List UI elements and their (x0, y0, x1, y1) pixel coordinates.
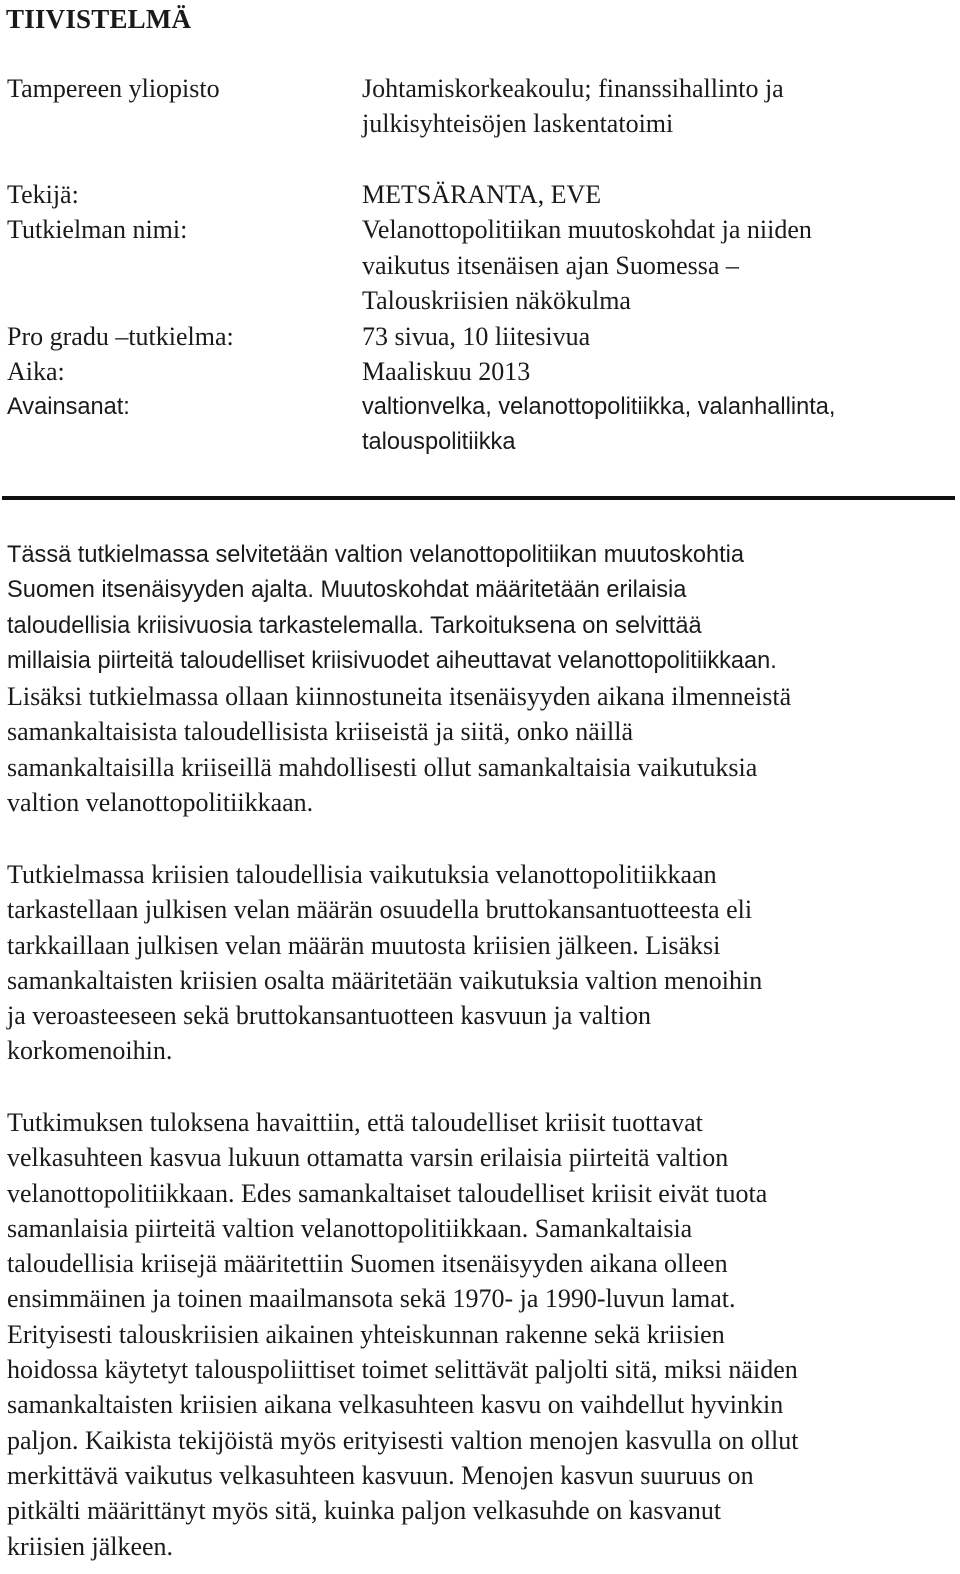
date-value: Maaliskuu 2013 (362, 357, 531, 386)
abstract-paragraph-1 (7, 538, 957, 679)
text-line: ensimmäinen ja toinen maailmansota sekä 1970- ja 1990-luvun lamat. (7, 1284, 736, 1314)
text-line: pitkälti määrittänyt myös sitä, kuinka paljon velkasuhde on kasvanut (7, 1496, 722, 1526)
school-value-line2: julkisyhteisöjen laskentatoimi (362, 109, 674, 138)
text-line: kriisien jälkeen. (7, 1531, 174, 1561)
date-label: Aika: (7, 357, 65, 386)
text-line: korkomenoihin. (7, 1036, 173, 1066)
abstract-paragraph-2 (7, 857, 957, 1069)
text-line: merkittävä vaikutus velkasuhteen kasvuun. Menojen kasvun suuruus on (7, 1460, 754, 1490)
text-line: velanottopolitiikkaan. Edes samankaltaiset taloudelliset kriisit eivät tuota (7, 1178, 768, 1208)
text-line: tarkastellaan julkisen velan määrän osuudella bruttokansantuotteesta eli (7, 895, 753, 925)
text-line: hoidossa käytetyt talouspoliittiset toimet selittävät paljolti sitä, miksi näiden (7, 1355, 798, 1385)
text-line: taloudellisia kriisivuosia tarkastelemalla. Tarkoituksena on selvittää (7, 612, 702, 639)
text-line: Erityisesti talouskriisien aikainen yhteiskunnan rakenne sekä kriisien (7, 1319, 725, 1349)
text-line: samankaltaisilla kriiseillä mahdollisesti ollut samankaltaisia vaikutuksia (7, 752, 758, 782)
thesis-title-line2: vaikutus itsenäisen ajan Suomessa – (362, 251, 739, 280)
text-line: Tässä tutkielmassa selvitetään valtion velanottopolitiikan muutoskohtia (7, 542, 745, 568)
thesis-title-label: Tutkielman nimi: (7, 215, 188, 244)
text-line: ja veroasteeseen sekä bruttokansantuotteen kasvuun ja valtion (7, 1001, 652, 1031)
text-line: velkasuhteen kasvua lukuun ottamatta varsin erilaisia piirteitä valtion (7, 1143, 729, 1173)
thesis-type-label: Pro gradu –tutkielma: (7, 322, 234, 351)
text-line: samanlaisia piirteitä valtion velanottopolitiikkaan. Samankaltaisia (7, 1213, 693, 1243)
text-line: Lisäksi tutkielmassa ollaan kiinnostuneita itsenäisyyden aikana ilmenneistä (7, 682, 792, 711)
author-label: Tekijä: (7, 180, 79, 209)
page-title: TIIVISTELMÄ (6, 4, 192, 34)
text-line: taloudellisia kriisejä määritettiin Suomen itsenäisyyden aikana olleen (7, 1249, 728, 1279)
text-line: Suomen itsenäisyyden ajalta. Muutoskohdat määritetään erilaisia (7, 577, 687, 604)
text-line: samankaltaisten kriisien osalta määritetään vaikutuksia valtion menoihin (7, 965, 763, 995)
school-value-line1: Johtamiskorkeakoulu; finanssihallinto ja (362, 74, 784, 103)
keywords-label: Avainsanat: (7, 394, 130, 420)
text-line: samankaltaisten kriisien aikana velkasuhteen kasvu on vaihdellut hyvinkin (7, 1390, 784, 1420)
page-count-value: 73 sivua, 10 liitesivua (362, 322, 591, 351)
keywords-line1: valtionvelka, velanottopolitiikka, valanhallinta, (362, 394, 836, 420)
text-line: valtion velanottopolitiikkaan. (7, 787, 314, 817)
keywords-line2: talouspolitiikka (362, 429, 516, 455)
text-line: millaisia piirteitä taloudelliset kriisivuodet aiheuttavat velanottopolitiikkaan. (7, 647, 777, 674)
text-line: samankaltaisista taloudellisista kriiseistä ja siitä, onko näillä (7, 717, 634, 747)
text-line: paljon. Kaikista tekijöistä myös erityisesti valtion menojen kasvulla on ollut (7, 1425, 799, 1455)
thesis-title-line3: Talouskriisien näkökulma (362, 286, 631, 315)
text-line: Tutkimuksen tuloksena havaittiin, että taloudelliset kriisit tuottavat (7, 1108, 703, 1137)
abstract-paragraph-1-continued (7, 679, 957, 820)
abstract-paragraph-3 (7, 1105, 957, 1564)
thesis-title-line1: Velanottopolitiikan muutoskohdat ja niiden (362, 215, 812, 244)
university-label: Tampereen yliopisto (7, 74, 220, 103)
divider-rule (2, 496, 955, 500)
text-line: Tutkielmassa kriisien taloudellisia vaikutuksia velanottopolitiikkaan (7, 860, 717, 889)
author-value: METSÄRANTA, EVE (362, 180, 602, 209)
text-line: tarkkaillaan julkisen velan määrän muutosta kriisien jälkeen. Lisäksi (7, 930, 721, 960)
